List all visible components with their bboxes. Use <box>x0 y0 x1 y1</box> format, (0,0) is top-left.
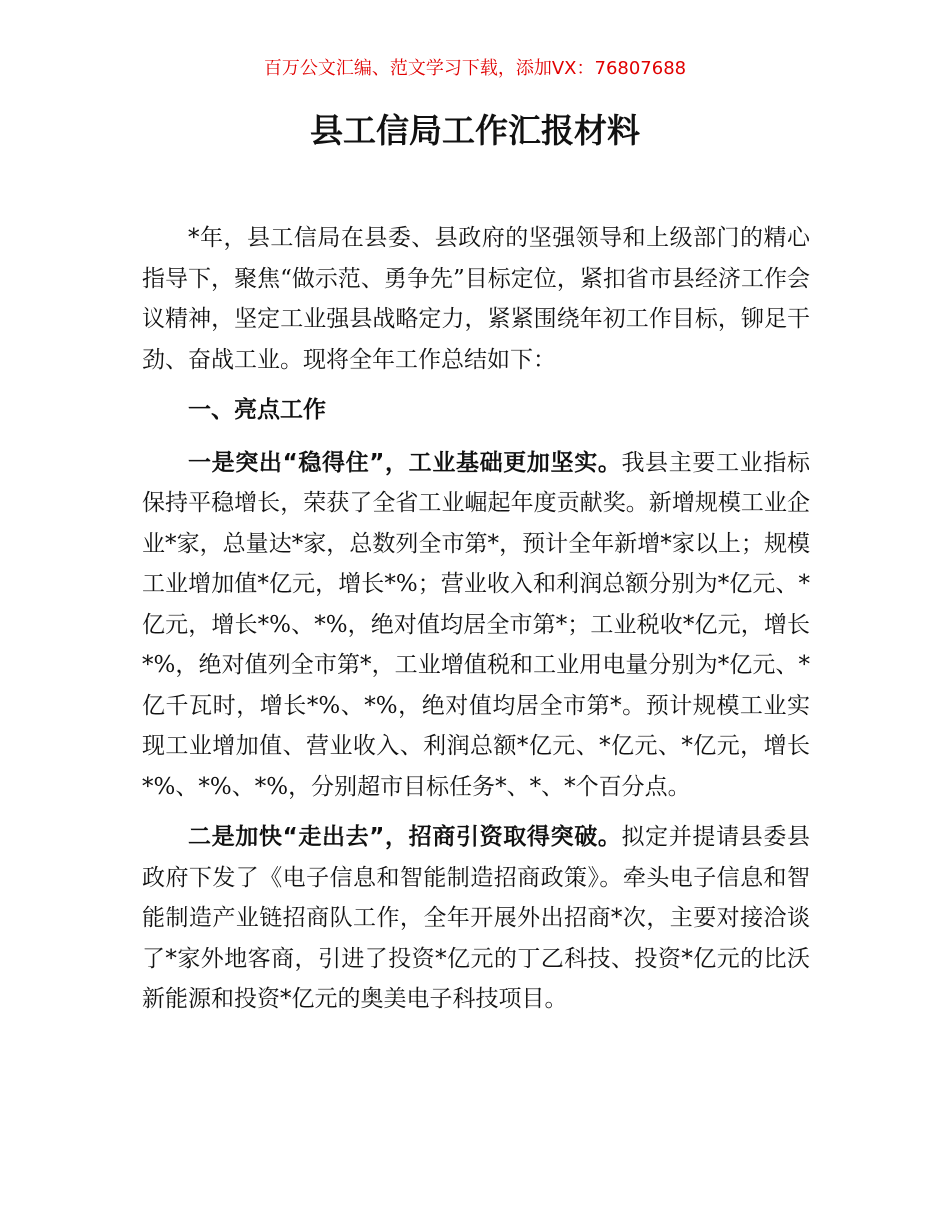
point-text-1: 我县主要工业指标保持平稳增长，荣获了全省工业崛起年度贡献奖。新增规模工业企业*家，总量达*家，总数列全市第*，预计全年新增*家以上；规模工业增加值*亿元，增长*%；营业收入和利润总额分别为*亿元、*亿元，增长*%、*%，绝对值均居全市第*；工业税收*亿元，增长*%，绝对值列全市第*，工业增值税和工业用电量分别为*亿元、*亿千瓦时，增长*%、*%，绝对值均居全市第*。预计规模工业实现工业增加值、营业收入、利润总额*亿元、*亿元、*亿元，增长*%、*%、*%，分别超市目标任务*、*、*个百分点。 <box>142 449 810 800</box>
section-heading-text: 一、亮点工作 <box>188 397 326 423</box>
point-lead-1: 一是突出“稳得住”，工业基础更加坚实。 <box>188 449 622 476</box>
point-lead-2: 二是加快“走出去”，招商引资取得突破。 <box>188 824 622 850</box>
document-body <box>142 218 810 1030</box>
intro-paragraph: *年，县工信局在县委、县政府的坚强领导和上级部门的精心指导下，聚焦“做示范、勇争先”目标定位，紧扣省市县经济工作会议精神，坚定工业强县战略定力，紧紧围绕年初工作目标，铆足干劲、奋战工业。现将全年工作总结如下： <box>142 225 810 373</box>
point-paragraph-1 <box>142 443 810 808</box>
point-paragraph-2 <box>142 817 810 1020</box>
point-text-2: 拟定并提请县委县政府下发了《电子信息和智能制造招商政策》。牵头电子信息和智能制造产业链招商队工作，全年开展外出招商*次，主要对接洽谈了*家外地客商，引进了投资*亿元的丁乙科技、投资*亿元的比沃新能源和投资*亿元的奥美电子科技项目。 <box>142 824 810 1012</box>
section-heading <box>142 390 810 431</box>
document-title: 县工信局工作汇报材料 <box>310 111 640 150</box>
header-banner: 百万公文汇编、范文学习下载，添加VX：76807688 <box>263 58 687 79</box>
